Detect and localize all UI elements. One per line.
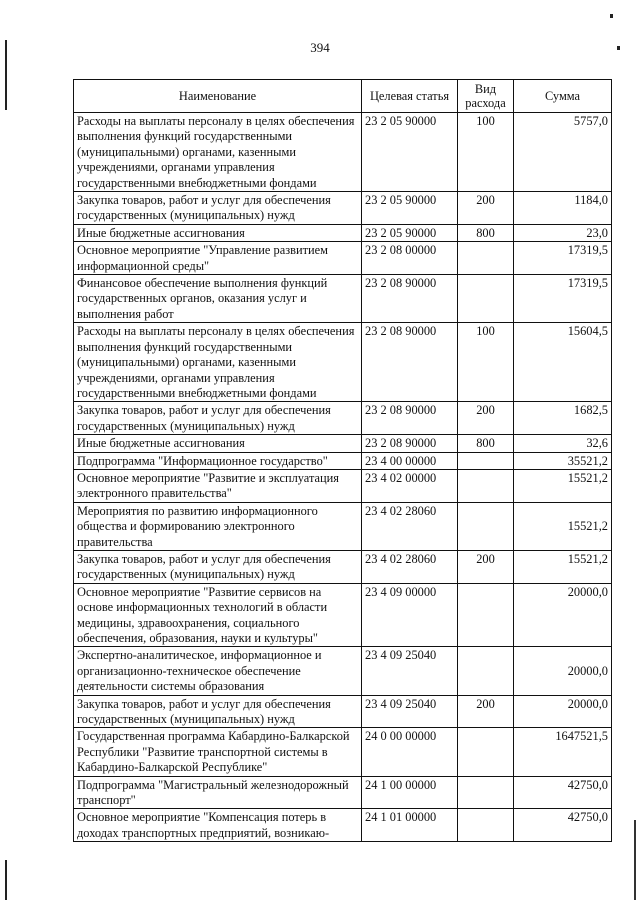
row-type: 800 [458, 435, 514, 452]
row-type [458, 502, 514, 550]
table-row [74, 323, 612, 402]
table-row [74, 728, 612, 776]
row-code: 24 1 01 00000 [362, 809, 458, 842]
row-type [458, 776, 514, 809]
row-name: Закупка товаров, работ и услуг для обеспечения государственных (муниципальных) нужд [74, 192, 362, 225]
row-name: Подпрограмма "Информационное государство" [74, 452, 362, 469]
row-sum: 20000,0 [514, 695, 612, 728]
row-code: 24 0 00 00000 [362, 728, 458, 776]
row-name: Расходы на выплаты персоналу в целях обеспечения выполнения функций государственными (муниципальными) органами, казенными учреждениями, органами управления государственными внебюджетными фондами [74, 323, 362, 402]
row-name: Иные бюджетные ассигнования [74, 435, 362, 452]
row-name: Основное мероприятие "Компенсация потерь в доходах транспортных предприятий, возникаю- [74, 809, 362, 842]
scan-speck [610, 14, 613, 18]
table-row [74, 550, 612, 583]
table-row [74, 583, 612, 647]
row-sum: 17319,5 [514, 242, 612, 275]
row-code: 23 2 08 00000 [362, 242, 458, 275]
row-code: 23 2 05 90000 [362, 224, 458, 241]
row-type: 800 [458, 224, 514, 241]
row-type [458, 242, 514, 275]
row-code: 23 4 09 25040 [362, 695, 458, 728]
row-type [458, 809, 514, 842]
row-code: 23 2 05 90000 [362, 192, 458, 225]
row-name: Государственная программа Кабардино-Балкарской Республики "Развитие транспортной системы в Кабардино-Балкарской Республике" [74, 728, 362, 776]
table-row [74, 275, 612, 323]
row-name: Финансовое обеспечение выполнения функций государственных органов, оказания услуг и выполнения работ [74, 275, 362, 323]
row-code: 23 4 02 28060 [362, 550, 458, 583]
row-name: Подпрограмма "Магистральный железнодорожный транспорт" [74, 776, 362, 809]
page-number: 394 [310, 40, 330, 55]
row-type: 100 [458, 323, 514, 402]
table-row [74, 113, 612, 192]
row-name: Основное мероприятие "Развитие и эксплуатация электронного правительства" [74, 469, 362, 502]
table-row [74, 695, 612, 728]
table-row [74, 192, 612, 225]
row-code: 23 2 05 90000 [362, 113, 458, 192]
row-code: 24 1 00 00000 [362, 776, 458, 809]
header-code: Целевая статья [362, 80, 458, 113]
table-row [74, 809, 612, 842]
row-type [458, 583, 514, 647]
table-header-row [74, 80, 612, 113]
row-sum: 17319,5 [514, 275, 612, 323]
row-code: 23 4 02 28060 [362, 502, 458, 550]
row-name: Закупка товаров, работ и услуг для обеспечения государственных (муниципальных) нужд [74, 402, 362, 435]
row-name: Экспертно-аналитическое, информационное и организационно-техническое обеспечение деятельности системы образования [74, 647, 362, 695]
row-code: 23 2 08 90000 [362, 323, 458, 402]
table-row [74, 647, 612, 695]
row-sum: 42750,0 [514, 809, 612, 842]
table-row [74, 469, 612, 502]
row-type: 100 [458, 113, 514, 192]
row-sum: 15604,5 [514, 323, 612, 402]
row-code: 23 4 02 00000 [362, 469, 458, 502]
row-name: Иные бюджетные ассигнования [74, 224, 362, 241]
row-type: 200 [458, 550, 514, 583]
row-sum: 35521,2 [514, 452, 612, 469]
row-sum: 32,6 [514, 435, 612, 452]
header-sum: Сумма [514, 80, 612, 113]
table-row [74, 402, 612, 435]
budget-table [73, 79, 612, 842]
row-name: Основное мероприятие "Развитие сервисов на основе информационных технологий в области медицины, здравоохранения, социального обеспечения, образования, науки и культуры" [74, 583, 362, 647]
table-row [74, 224, 612, 241]
row-sum: 1682,5 [514, 402, 612, 435]
row-name: Расходы на выплаты персоналу в целях обеспечения выполнения функций государственными (муниципальными) органами, казенными учреждениями, органами управления государственными внебюджетными фондами [74, 113, 362, 192]
row-code: 23 2 08 90000 [362, 435, 458, 452]
row-sum: 1647521,5 [514, 728, 612, 776]
row-type [458, 452, 514, 469]
row-type [458, 728, 514, 776]
header-name: Наименование [74, 80, 362, 113]
row-sum: 20000,0 [514, 647, 612, 695]
row-type [458, 275, 514, 323]
header-type: Вид расхода [458, 80, 514, 113]
row-name: Мероприятия по развитию информационного общества и формированию электронного правительства [74, 502, 362, 550]
row-sum: 15521,2 [514, 550, 612, 583]
scan-edge-mark-bottom [5, 860, 7, 900]
row-name: Закупка товаров, работ и услуг для обеспечения государственных (муниципальных) нужд [74, 550, 362, 583]
row-sum: 1184,0 [514, 192, 612, 225]
row-code: 23 4 00 00000 [362, 452, 458, 469]
table-row [74, 502, 612, 550]
table-row [74, 776, 612, 809]
table-row [74, 242, 612, 275]
row-type [458, 647, 514, 695]
row-sum: 15521,2 [514, 502, 612, 550]
row-code: 23 2 08 90000 [362, 275, 458, 323]
row-sum: 5757,0 [514, 113, 612, 192]
table-row [74, 452, 612, 469]
row-type: 200 [458, 192, 514, 225]
row-type [458, 469, 514, 502]
row-name: Основное мероприятие "Управление развитием информационной среды" [74, 242, 362, 275]
row-code: 23 4 09 00000 [362, 583, 458, 647]
row-sum: 42750,0 [514, 776, 612, 809]
table-row [74, 435, 612, 452]
row-code: 23 4 09 25040 [362, 647, 458, 695]
row-type: 200 [458, 402, 514, 435]
row-code: 23 2 08 90000 [362, 402, 458, 435]
row-sum: 15521,2 [514, 469, 612, 502]
row-type: 200 [458, 695, 514, 728]
row-name: Закупка товаров, работ и услуг для обеспечения государственных (муниципальных) нужд [74, 695, 362, 728]
scan-edge-mark-right [634, 820, 636, 900]
row-sum: 20000,0 [514, 583, 612, 647]
row-sum: 23,0 [514, 224, 612, 241]
